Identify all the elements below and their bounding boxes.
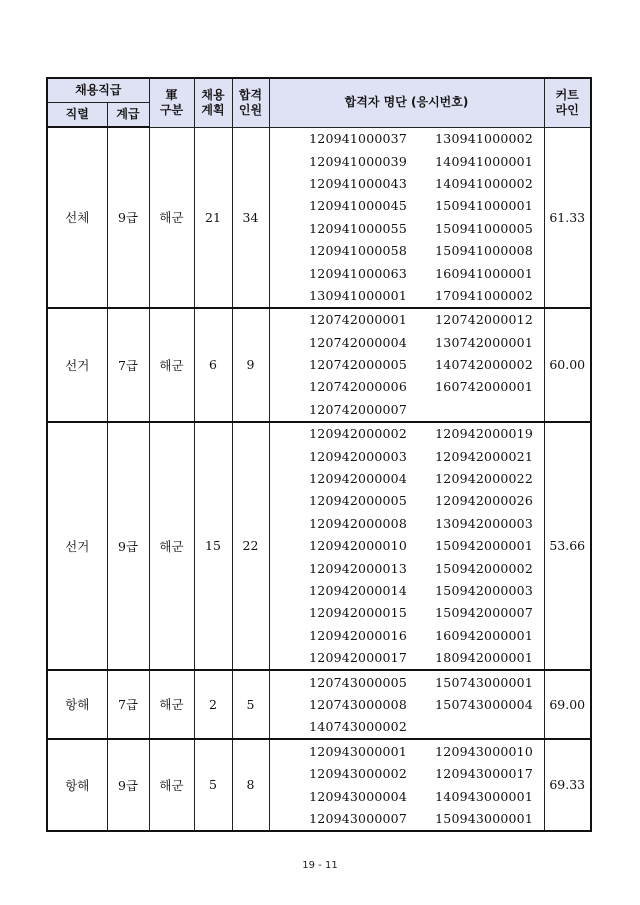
grade-cell: 7급 — [107, 670, 149, 739]
candidate-number: 120742000007 — [309, 401, 407, 417]
candidate-number-row — [270, 740, 544, 762]
candidate-number: 140943000001 — [435, 788, 533, 804]
candidate-number-row — [270, 807, 544, 829]
candidate-number-row — [270, 490, 544, 512]
plan-cell: 5 — [194, 739, 232, 831]
candidate-number: 160941000001 — [435, 265, 533, 281]
header-cutline-line-2: 라인 — [555, 102, 579, 117]
candidate-number-row — [270, 353, 544, 375]
candidate-number-row — [270, 284, 544, 306]
passed-cell: 5 — [232, 670, 269, 739]
candidate-number-row — [270, 423, 544, 445]
candidate-number: 120941000039 — [309, 153, 407, 169]
table-row — [47, 422, 591, 670]
table-row — [47, 127, 591, 308]
candidate-number: 120942000016 — [309, 627, 407, 643]
military-cell: 해군 — [149, 127, 194, 308]
candidate-number: 120941000055 — [309, 220, 407, 236]
header-recruitment-plan — [194, 78, 232, 127]
grade-cell: 9급 — [107, 739, 149, 831]
candidate-number-row — [270, 217, 544, 239]
grade-cell: 7급 — [107, 308, 149, 422]
header-plan-line-1: 채용 — [201, 87, 225, 102]
candidate-number-row — [270, 716, 544, 738]
candidate-numbers-cell — [269, 739, 544, 831]
candidate-number: 120941000045 — [309, 198, 407, 214]
specialty-cell: 항해 — [47, 739, 107, 831]
candidate-number: 120943000010 — [435, 743, 533, 759]
candidate-number: 140941000001 — [435, 153, 533, 169]
candidate-number-row — [270, 762, 544, 784]
candidate-number: 180942000001 — [435, 650, 533, 666]
candidate-number: 120742000005 — [309, 357, 407, 373]
specialty-cell: 선체 — [47, 127, 107, 308]
candidate-number: 160742000001 — [435, 379, 533, 395]
table-row — [47, 739, 591, 831]
header-passed-count — [232, 78, 269, 127]
plan-cell: 15 — [194, 422, 232, 670]
header-military-type-label: 구분 — [159, 102, 184, 117]
candidate-number: 120942000005 — [309, 493, 407, 509]
candidate-number-row — [270, 172, 544, 194]
candidate-numbers-cell — [269, 422, 544, 670]
candidate-number: 150941000001 — [435, 198, 533, 214]
candidate-number-row — [270, 376, 544, 398]
candidate-number: 120742000006 — [309, 379, 407, 395]
candidate-number: 140743000002 — [309, 719, 407, 735]
header-cutline-line-1: 커트 — [555, 87, 579, 102]
table-body — [47, 127, 591, 831]
specialty-cell: 항해 — [47, 670, 107, 739]
candidate-number: 150942000007 — [435, 605, 533, 621]
candidate-numbers-cell — [269, 670, 544, 739]
candidate-number: 150942000002 — [435, 560, 533, 576]
candidate-number: 150743000004 — [435, 696, 533, 712]
candidate-number-row — [270, 445, 544, 467]
candidate-number-row — [270, 646, 544, 668]
specialty-cell: 선거 — [47, 422, 107, 670]
candidate-number-row — [270, 512, 544, 534]
candidate-number: 150942000003 — [435, 583, 533, 598]
candidate-number-row — [270, 150, 544, 172]
candidate-number: 140742000002 — [435, 357, 533, 373]
header-military-label: 軍 — [165, 87, 178, 102]
candidate-number: 120943000001 — [309, 743, 407, 759]
passed-candidates-table — [46, 77, 592, 832]
header-passed-line-2: 인원 — [238, 102, 263, 117]
candidate-number: 120942000014 — [309, 583, 407, 598]
table-row — [47, 670, 591, 739]
candidate-number: 120942000026 — [435, 493, 533, 509]
military-cell: 해군 — [149, 422, 194, 670]
candidate-numbers-cell — [269, 308, 544, 422]
candidate-number: 120743000008 — [309, 696, 407, 712]
candidate-number: 120942000019 — [435, 426, 533, 442]
military-cell: 해군 — [149, 308, 194, 422]
candidate-number-row — [270, 262, 544, 284]
header-passed-line-1: 합격 — [238, 87, 263, 102]
candidate-number-row — [270, 535, 544, 557]
candidate-number-row — [270, 239, 544, 261]
candidate-number-row — [270, 398, 544, 420]
page-number: 19 - 11 — [302, 860, 338, 871]
candidate-number-row — [270, 579, 544, 601]
header-cutline — [544, 78, 591, 127]
header-plan-line-2: 계획 — [201, 102, 225, 117]
candidate-number: 150943000001 — [435, 810, 533, 826]
candidate-number-row — [270, 671, 544, 693]
plan-cell: 2 — [194, 670, 232, 739]
passed-cell: 34 — [232, 127, 269, 308]
candidate-number: 150941000008 — [435, 243, 533, 259]
grade-cell: 9급 — [107, 127, 149, 308]
candidate-number: 130941000001 — [309, 287, 407, 303]
candidate-number-row — [270, 624, 544, 646]
candidate-number: 120942000004 — [309, 471, 407, 487]
candidate-number-row — [270, 785, 544, 807]
candidate-number: 120943000002 — [309, 766, 407, 782]
candidate-number: 120742000001 — [309, 312, 407, 328]
grade-cell: 9급 — [107, 422, 149, 670]
candidate-number: 120941000058 — [309, 243, 407, 259]
candidate-number: 120941000063 — [309, 265, 407, 281]
candidate-number-row — [270, 195, 544, 217]
cutline-cell: 61.33 — [544, 127, 591, 308]
candidate-number-row — [270, 602, 544, 624]
candidate-number: 130942000003 — [435, 515, 533, 531]
candidate-number: 120941000037 — [309, 131, 407, 147]
candidate-number-row — [270, 557, 544, 579]
candidate-number: 120943000017 — [435, 766, 533, 782]
candidate-number: 120942000003 — [309, 448, 407, 464]
candidate-number: 170941000002 — [435, 287, 533, 303]
passed-cell: 9 — [232, 308, 269, 422]
candidate-number: 120942000010 — [309, 538, 407, 554]
header-specialty: 직렬 — [47, 103, 107, 128]
candidate-number: 120742000004 — [309, 334, 407, 350]
military-cell: 해군 — [149, 739, 194, 831]
candidate-number: 120942000002 — [309, 426, 407, 442]
candidate-number: 120942000017 — [309, 650, 407, 666]
cutline-cell: 69.00 — [544, 670, 591, 739]
header-grade: 계급 — [107, 103, 149, 128]
candidate-numbers-cell — [269, 127, 544, 308]
specialty-cell: 선거 — [47, 308, 107, 422]
passed-cell: 22 — [232, 422, 269, 670]
passed-cell: 8 — [232, 739, 269, 831]
cutline-cell: 60.00 — [544, 308, 591, 422]
candidate-number-row — [270, 467, 544, 489]
candidate-number-row — [270, 128, 544, 150]
cutline-cell: 53.66 — [544, 422, 591, 670]
candidate-number: 160942000001 — [435, 627, 533, 643]
plan-cell: 21 — [194, 127, 232, 308]
table-row — [47, 308, 591, 422]
candidate-number: 120942000013 — [309, 560, 407, 576]
plan-cell: 6 — [194, 308, 232, 422]
candidate-number: 120942000021 — [435, 448, 533, 464]
candidate-number: 130742000001 — [435, 334, 533, 350]
candidate-number-row — [270, 331, 544, 353]
military-cell: 해군 — [149, 670, 194, 739]
candidate-number: 120742000012 — [435, 312, 533, 328]
candidate-number: 120941000043 — [309, 175, 407, 191]
candidate-number: 150941000005 — [435, 220, 533, 236]
candidate-number: 120942000015 — [309, 605, 407, 621]
candidate-number: 130941000002 — [435, 131, 533, 147]
candidate-number: 120942000022 — [435, 471, 533, 487]
candidate-number: 120743000005 — [309, 674, 407, 690]
header-passed-list: 합격자 명단 (응시번호) — [269, 78, 544, 127]
candidate-number-row — [270, 309, 544, 331]
cutline-cell: 69.33 — [544, 739, 591, 831]
candidate-number: 120942000008 — [309, 515, 407, 531]
candidate-number: 120943000004 — [309, 788, 407, 804]
header-recruitment-rank: 채용직급 — [47, 78, 149, 103]
header-military-type — [149, 78, 194, 127]
candidate-number: 150942000001 — [435, 538, 533, 554]
candidate-number-row — [270, 693, 544, 715]
candidate-number: 120943000007 — [309, 810, 407, 826]
candidate-number: 140941000002 — [435, 175, 533, 191]
candidate-number: 150743000001 — [435, 674, 533, 690]
